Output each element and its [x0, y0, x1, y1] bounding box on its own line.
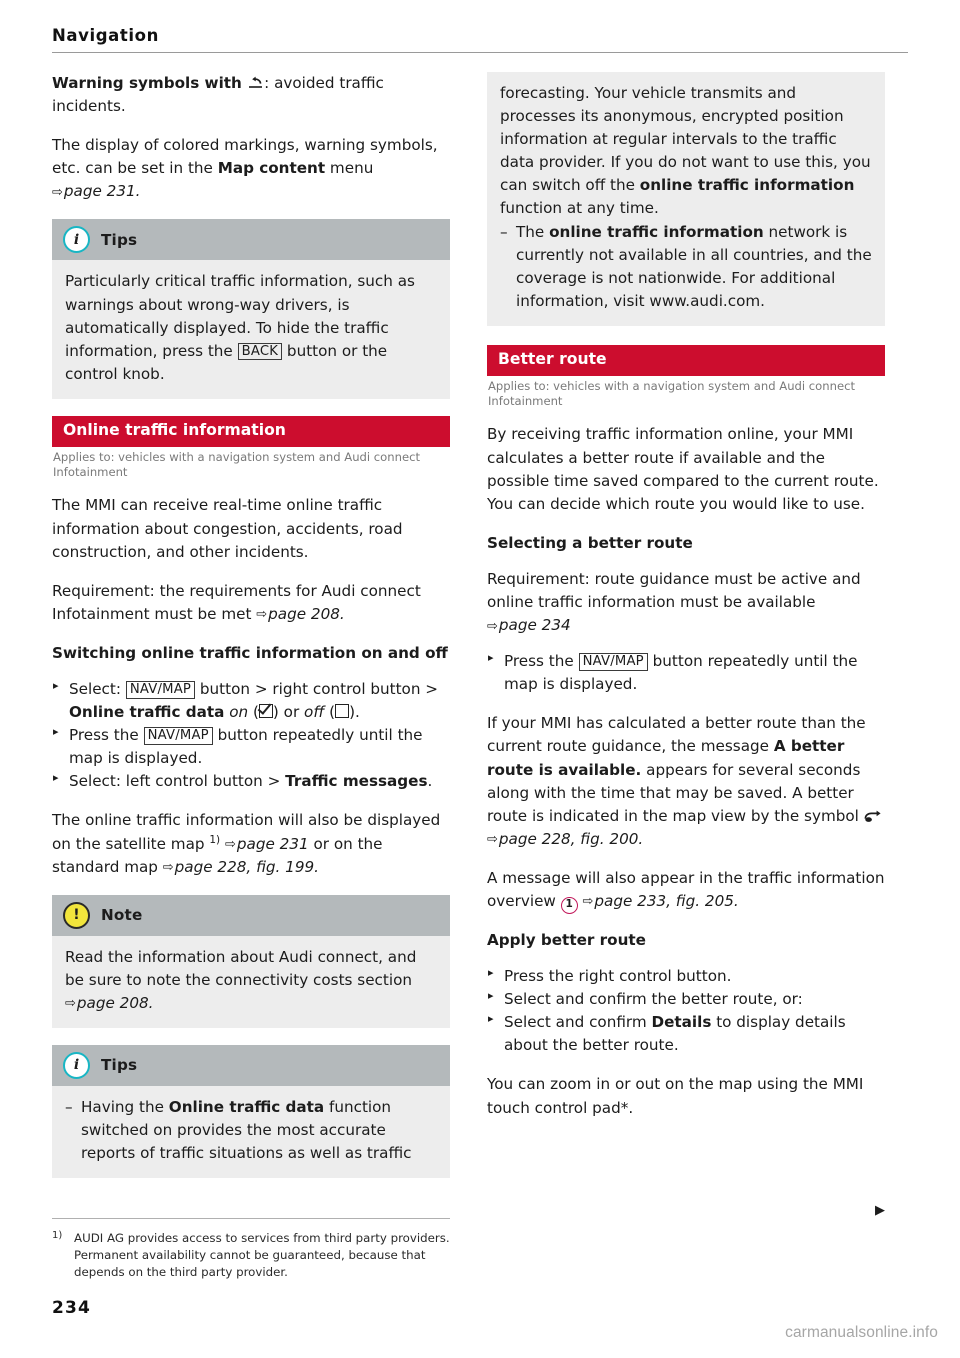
warning-symbols-paragraph: [52, 72, 450, 118]
nav-map-key-3[interactable]: NAV/MAP: [579, 653, 648, 671]
continuation-bold-1: online traffic information: [639, 176, 855, 195]
apply-bullet-1-text: Press the right control button.: [504, 967, 732, 986]
bullet-3-text-2: .: [427, 772, 433, 791]
section-applies-to-better-route: Applies to: vehicles with a navigation system and Audi connect Infotainment: [488, 378, 856, 409]
map-content-text-1: The display of colored markings, warning symbols, etc. can be set in the: [52, 136, 438, 178]
tips-continuation-box: [487, 72, 885, 326]
tips-2-text-1: Having the: [81, 1097, 169, 1116]
back-key[interactable]: BACK: [238, 343, 283, 361]
bullet-1-text-4: (: [248, 703, 259, 722]
section-better-route: [487, 345, 885, 410]
map-content-menu-name: Map content: [217, 159, 326, 178]
continuation-paragraph: [500, 82, 872, 221]
br-msg-text-2: appears for several seconds along with the time that may be saved. A better route is indicated in the map view by the symbol: [487, 760, 864, 825]
note-box-body: [52, 936, 450, 1028]
continuation-arrow-icon: ▶: [875, 1203, 885, 1218]
map-content-text-2: menu: [325, 159, 374, 178]
overview-text-1: A message will also appear in the traffic information overview: [487, 868, 885, 910]
nav-map-key-2[interactable]: NAV/MAP: [144, 727, 213, 745]
apply-bullet-3-text-1: Select and confirm: [504, 1013, 652, 1032]
requirement-better-route-paragraph: [487, 568, 885, 637]
watermark: carmanualsonline.info: [785, 1324, 938, 1341]
bullet-press-nav-map: [52, 724, 450, 770]
requirement-paragraph: [52, 580, 450, 626]
info-icon: i: [63, 1052, 90, 1079]
zoom-paragraph: You can zoom in or out on the map using the MMI touch control pad*.: [487, 1075, 864, 1117]
note-box-label: Note: [101, 906, 143, 925]
apply-bullet-2-text: Select and confirm the better route, or:: [504, 990, 803, 1009]
footnote-text-block: [52, 1230, 450, 1281]
bullet-3-text-1: Select: left control button >: [69, 772, 286, 791]
page-reference-228-fig199[interactable]: ⇨ page 228, fig. 199.: [163, 858, 319, 876]
section-applies-to: Applies to: vehicles with a navigation system and Audi connect Infotainment: [53, 449, 421, 480]
footnote-area: [52, 1218, 450, 1281]
br-msg-bold: A better route is available.: [487, 737, 845, 779]
section-title-bar: Online traffic information: [52, 416, 450, 447]
mmi-receive-paragraph: The MMI can receive real-time online traffic information about congestion, accidents, road construction, and other incidents.: [52, 496, 403, 561]
page-reference-233-fig205[interactable]: ⇨ page 233, fig. 205.: [583, 892, 739, 910]
br-bullet-text-1: Press the: [504, 652, 579, 671]
bullet-1-text-1: Select:: [69, 679, 126, 698]
right-column: [487, 72, 885, 1218]
bullet-select-traffic-messages: [52, 770, 450, 793]
nav-map-key-1[interactable]: NAV/MAP: [126, 681, 195, 699]
tips-box-1-text-1: Particularly critical traffic information, such as warnings about wrong-way drivers, is automatically displayed. To hide the traffic information, press the: [65, 272, 415, 360]
tips-box-2-list: [65, 1096, 437, 1165]
apply-bullet-2: [487, 988, 885, 1011]
bullet-1-on: on: [229, 703, 249, 722]
better-route-bullet-list: [487, 650, 885, 696]
requirement-text: Requirement: the requirements for Audi connect Infotainment must be met: [52, 581, 421, 623]
satellite-map-paragraph: [52, 809, 450, 878]
selecting-better-route-heading: Selecting a better route: [487, 533, 693, 552]
note-box: [52, 895, 450, 1028]
tips-box-1-body: [52, 260, 450, 398]
br-msg-text-1: If your MMI has calculated a better route than the current route guidance, the message: [487, 714, 866, 756]
left-column: [52, 72, 450, 1195]
info-icon: i: [63, 226, 90, 253]
page-reference-231[interactable]: ⇨ page 231.: [52, 182, 140, 200]
tips-box-1-text: [65, 270, 437, 385]
page-reference-234[interactable]: ⇨ page 234: [487, 616, 571, 634]
tips-box-1-text-2: button or the control knob.: [65, 341, 388, 383]
header-divider: [52, 52, 908, 53]
continuation-text-2: function at any time.: [500, 199, 659, 218]
bullet-1-text-2: button > right control button >: [195, 679, 439, 698]
warning-symbols-label: Warning symbols with: [52, 74, 242, 92]
traffic-info-overview-paragraph: [487, 867, 885, 913]
callout-number-1-icon: 1: [561, 897, 578, 914]
apply-better-route-bullet-list: [487, 965, 885, 1057]
continuation-dash-text-1: The: [516, 222, 550, 241]
page-reference-208a[interactable]: ⇨ page 208.: [256, 605, 344, 623]
footnote-text: AUDI AG provides access to services from third party providers. Permanent availability cannot be guaranteed, because that depends on the third party provider.: [74, 1231, 450, 1280]
continuation-dash-item: [500, 221, 872, 313]
satellite-text-1: The online traffic information will also be displayed on the satellite map: [52, 811, 441, 853]
apply-bullet-3-text-2: to display details about the better route.: [504, 1013, 846, 1055]
apply-better-route-heading: Apply better route: [487, 931, 646, 950]
better-route-intro-paragraph: By receiving traffic information online, your MMI calculates a better route if available and the possible time saved compared to the current route. You can decide which route you would like to use.: [487, 425, 879, 513]
bullet-3-bold: Traffic messages: [285, 772, 428, 791]
apply-bullet-1: [487, 965, 885, 988]
bullet-1-text-7: ).: [349, 703, 360, 722]
tips-box-2-body: [52, 1086, 450, 1178]
bullet-press-nav-map-right: [487, 650, 885, 696]
tips-box-1-header: [52, 219, 450, 260]
requirement-br-text: Requirement: route guidance must be active and online traffic information must be available: [487, 569, 861, 611]
page-number: 234: [52, 1298, 92, 1318]
switching-bullet-list: [52, 678, 450, 793]
footnote-marker-1: 1): [209, 833, 221, 846]
satellite-text-mid: or on the standard map: [52, 834, 383, 876]
tips-box-2-item: [65, 1096, 437, 1165]
checkbox-unchecked-icon: [335, 704, 349, 718]
tips-2-text-2: function switched on provides the most accurate reports of traffic situations as well as traffic: [81, 1097, 412, 1163]
bullet-1-text-6: (: [324, 703, 336, 722]
tips-2-bold: Online traffic data: [168, 1097, 325, 1116]
footnote-divider: [52, 1218, 450, 1219]
bullet-1-bold: Online traffic data: [69, 703, 225, 722]
better-route-message-paragraph: [487, 712, 885, 851]
checkbox-checked-icon: [259, 704, 273, 718]
note-box-text: [65, 946, 437, 1015]
bullet-1-text-5: ) or: [272, 703, 305, 722]
page-title: Navigation: [52, 26, 159, 45]
footnote-mark: 1): [52, 1230, 63, 1241]
section-online-traffic-information: [52, 416, 450, 481]
tips-box-2-label: Tips: [101, 1056, 138, 1075]
warning-symbols-rest: : avoided traffic incidents.: [52, 74, 384, 116]
tips-box-1-label: Tips: [101, 230, 138, 249]
apply-bullet-3: [487, 1011, 885, 1057]
tips-box-2-header: [52, 1045, 450, 1086]
page-reference-228-fig200[interactable]: ⇨ page 228, fig. 200.: [487, 830, 643, 848]
apply-bullet-3-bold: Details: [651, 1013, 712, 1032]
page-header: [52, 26, 908, 53]
section-title-bar-better-route: Better route: [487, 345, 885, 376]
bullet-select-online-traffic-data: [52, 678, 450, 724]
note-box-header: [52, 895, 450, 936]
switching-heading: Switching online traffic information on and off: [52, 643, 448, 662]
continuation-dash-list: [500, 221, 872, 313]
continuation-dash-bold: online traffic information: [549, 222, 764, 241]
br-bullet-text-2: button repeatedly until the map is displayed.: [504, 652, 858, 694]
bullet-2-text-1: Press the: [69, 726, 144, 745]
tips-box-1: [52, 219, 450, 398]
bullet-2-text-2: button repeatedly until the map is displayed.: [69, 726, 423, 768]
better-route-icon: [864, 807, 882, 821]
warning-exclamation-icon: !: [63, 902, 90, 929]
map-content-paragraph: [52, 134, 450, 203]
page-reference-231b[interactable]: ⇨ page 231: [225, 835, 309, 853]
bullet-1-off: off: [304, 703, 325, 722]
page-reference-208b[interactable]: ⇨ page 208.: [65, 994, 153, 1012]
continuation-dash-text-2: network is currently not available in all countries, and the coverage is not nationwide. For additional information, visit www.audi.com.: [516, 222, 872, 310]
continuation-text-1: forecasting. Your vehicle transmits and processes its anonymous, encrypted position information at regular intervals to the traffic data provider. If you do not want to use this, you can switch off the: [500, 84, 871, 195]
tips-box-2: [52, 1045, 450, 1178]
detour-arrow-icon: [247, 73, 264, 86]
note-box-text-1: Read the information about Audi connect, and be sure to note the connectivity costs section: [65, 947, 417, 989]
